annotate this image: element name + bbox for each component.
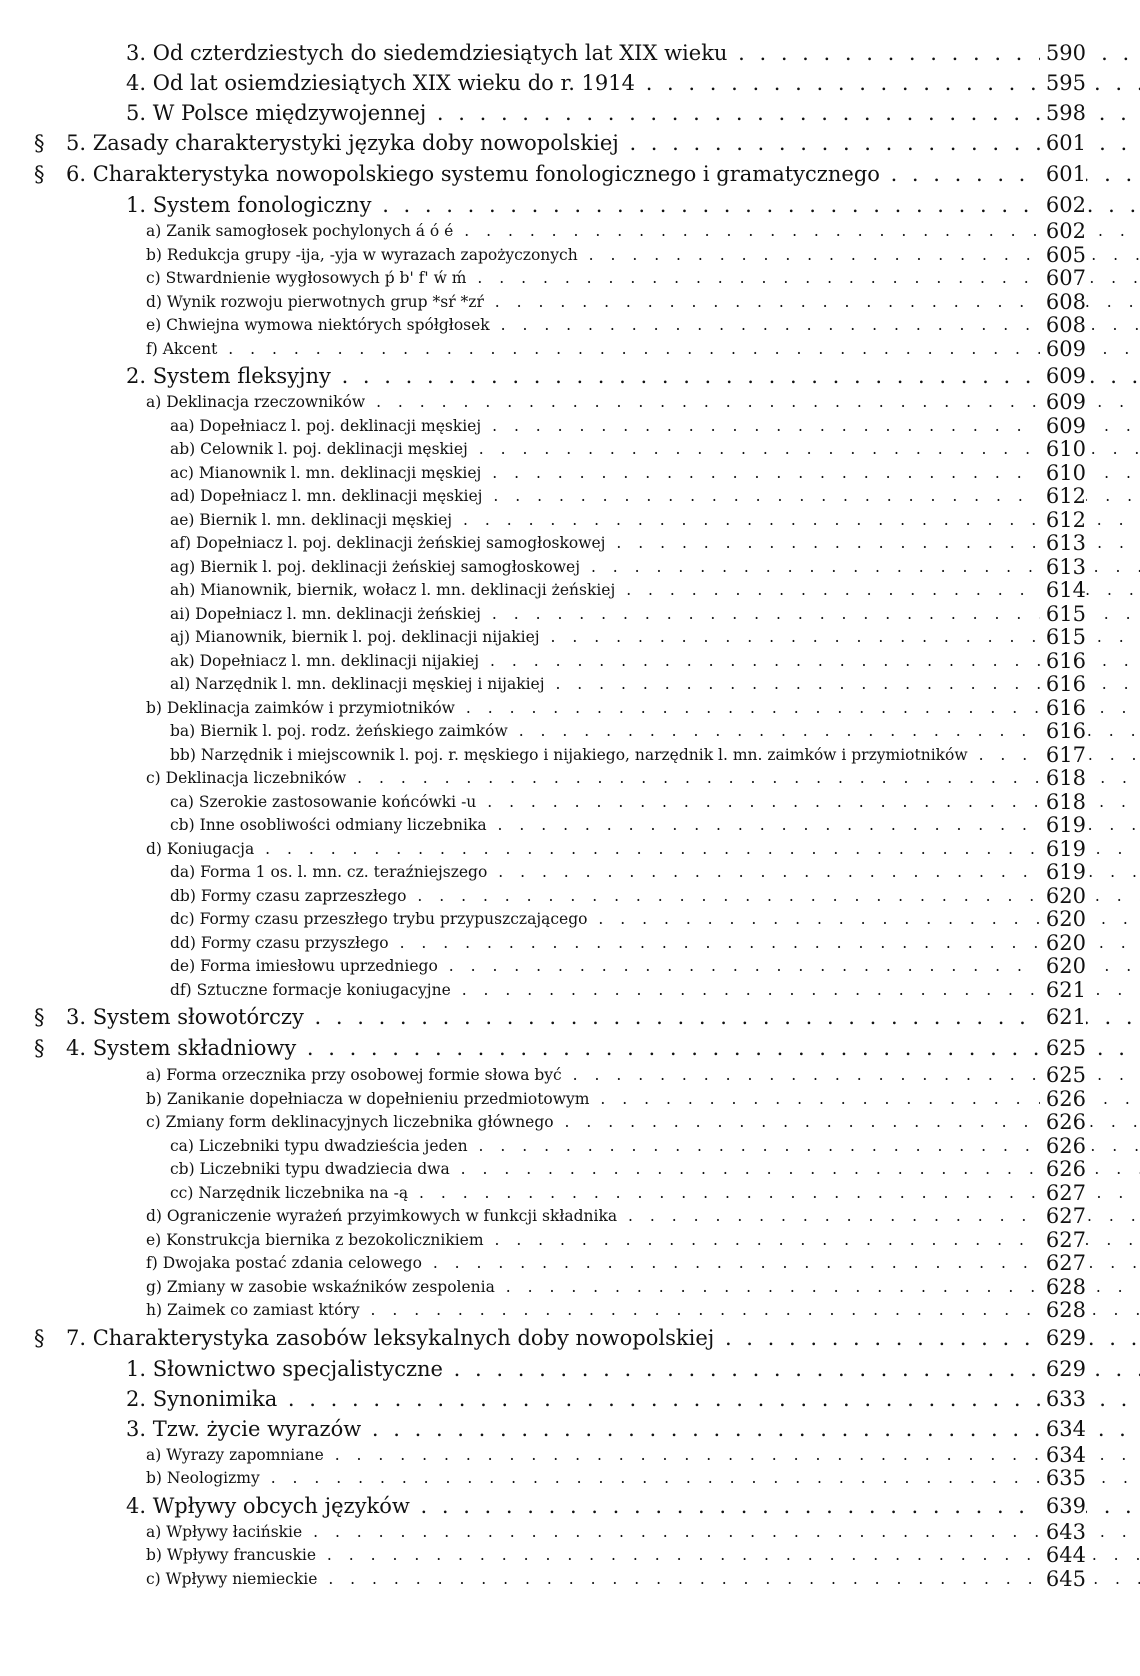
toc-entry <box>0 438 1140 462</box>
toc-entry-page: 605 <box>1040 244 1086 268</box>
toc-entry-page: 608 <box>1040 314 1086 338</box>
toc-entry-title: a) Wpływy łacińskie . . . <box>0 1521 1140 1545</box>
toc-entry-title: e) Konstrukcja biernika z bezokolicznikiem . . . <box>0 1229 1140 1253</box>
toc-entry-page: 625 <box>1040 1033 1086 1064</box>
toc-entry-title: 5. W Polsce międzywojennej . . . <box>0 98 1140 128</box>
toc-entry-page: 619 <box>1040 814 1086 838</box>
toc-entry-title: aj) Mianownik, biernik l. poj. deklinacji nijakiej . . . <box>0 626 1140 650</box>
toc-entry-title: 6. Charakterystyka nowopolskiego systemu fonologicznego i gramatycznego . . . <box>0 159 1140 190</box>
toc-entry <box>0 128 1140 159</box>
toc-entry-page: 616 <box>1040 720 1086 744</box>
toc-entry-title: b) Zanikanie dopełniacza w dopełnieniu przedmiotowym . . . <box>0 1088 1140 1112</box>
toc-entry-page: 609 <box>1040 415 1086 439</box>
toc-entry-title: ah) Mianownik, biernik, wołacz l. mn. deklinacji żeńskiej . . . <box>0 579 1140 603</box>
toc-entry-title: ca) Szerokie zastosowanie końcówki -u . . . <box>0 791 1140 815</box>
toc-entry-page: 617 <box>1040 744 1086 768</box>
toc-entry-title: 2. System fleksyjny . . . <box>0 361 1140 391</box>
toc-entry <box>0 244 1140 268</box>
toc-entry-title: af) Dopełniacz l. poj. deklinacji żeńskiej samogłoskowej . . . <box>0 532 1140 556</box>
toc-entry-page: 620 <box>1040 885 1086 909</box>
toc-entry-page: 598 <box>1040 98 1086 128</box>
toc-entry-title: c) Stwardnienie wygłosowych ṕ b' f' ẃ ḿ . . . <box>0 267 1140 291</box>
toc-entry-page: 626 <box>1040 1111 1086 1135</box>
toc-entry-title: c) Zmiany form deklinacyjnych liczebnika głównego . . . <box>0 1111 1140 1135</box>
toc-entry-page: 633 <box>1040 1384 1086 1414</box>
toc-entry-title: al) Narzędnik l. mn. deklinacji męskiej i nijakiej . . . <box>0 673 1140 697</box>
toc-entry <box>0 1276 1140 1300</box>
toc-entry <box>0 1158 1140 1182</box>
toc-entry <box>0 673 1140 697</box>
toc-entry-page: 620 <box>1040 908 1086 932</box>
toc-entry <box>0 509 1140 533</box>
toc-entry-title: cb) Liczebniki typu dwadziecia dwa . . . <box>0 1158 1140 1182</box>
toc-entry-page: 626 <box>1040 1088 1086 1112</box>
toc-entry <box>0 391 1140 415</box>
toc-entry <box>0 908 1140 932</box>
toc-entry <box>0 1182 1140 1206</box>
toc-entry <box>0 1135 1140 1159</box>
toc-entry-page: 629 <box>1040 1323 1086 1354</box>
toc-entry-title: b) Redukcja grupy -ija, -yja w wyrazach zapożyczonych . . . <box>0 244 1140 268</box>
toc-entry-page: 644 <box>1040 1544 1086 1568</box>
toc-entry-page: 619 <box>1040 861 1086 885</box>
toc-entry-page: 616 <box>1040 673 1086 697</box>
toc-entry-title: f) Dwojaka postać zdania celowego . . . <box>0 1252 1140 1276</box>
toc-entry-title: 2. Synonimika . . . <box>0 1384 1140 1414</box>
toc-entry-title: cb) Inne osobliwości odmiany liczebnika . . . <box>0 814 1140 838</box>
toc-entry-page: 618 <box>1040 791 1086 815</box>
toc-entry <box>0 1064 1140 1088</box>
toc-entry <box>0 626 1140 650</box>
toc-entry-page: 635 <box>1040 1467 1086 1491</box>
toc-entry-page: 602 <box>1040 220 1086 244</box>
toc-entry-page: 625 <box>1040 1064 1086 1088</box>
toc-entry-page: 616 <box>1040 697 1086 721</box>
toc-entry-title: 3. Od czterdziestych do siedemdziesiątych lat XIX wieku . . . <box>0 38 1140 68</box>
toc-entry-title: 7. Charakterystyka zasobów leksykalnych doby nowopolskiej . . . <box>0 1323 1140 1354</box>
toc-entry-title: c) Deklinacja liczebników . . . <box>0 767 1140 791</box>
toc-entry <box>0 932 1140 956</box>
toc-entry-title: a) Deklinacja rzeczowników . . . <box>0 391 1140 415</box>
toc-entry-page: 634 <box>1040 1444 1086 1468</box>
toc-entry <box>0 291 1140 315</box>
toc-entry-page: 609 <box>1040 391 1086 415</box>
toc-entry <box>0 1354 1140 1384</box>
toc-entry <box>0 1299 1140 1323</box>
toc-entry-page: 626 <box>1040 1135 1086 1159</box>
toc-entry <box>0 485 1140 509</box>
toc-entry-page: 620 <box>1040 932 1086 956</box>
section-sign: § <box>34 162 45 186</box>
toc-entry <box>0 579 1140 603</box>
toc-entry-page: 609 <box>1040 338 1086 362</box>
toc-entry-page: 634 <box>1040 1414 1086 1444</box>
toc-entry-title: 1. System fonologiczny . . . <box>0 190 1140 220</box>
toc-entry-page: 613 <box>1040 556 1086 580</box>
toc-entry <box>0 314 1140 338</box>
toc-entry <box>0 744 1140 768</box>
toc-entry-title: dc) Formy czasu przeszłego trybu przypuszczającego . . . <box>0 908 1140 932</box>
toc-entry-page: 639 <box>1040 1491 1086 1521</box>
toc-entry-title: de) Forma imiesłowu uprzedniego . . . <box>0 955 1140 979</box>
toc-entry-title: bb) Narzędnik i miejscownik l. poj. r. męskiego i nijakiego, narzędnik l. mn. zaimków i przymiotników . . . <box>0 744 1140 768</box>
toc-entry <box>0 814 1140 838</box>
toc-entry-title: db) Formy czasu zaprzeszłego . . . <box>0 885 1140 909</box>
toc-entry-title: aa) Dopełniacz l. poj. deklinacji męskiej . . . <box>0 415 1140 439</box>
toc-entry-page: 619 <box>1040 838 1086 862</box>
toc-entry-title: e) Chwiejna wymowa niektórych spółgłosek . . . <box>0 314 1140 338</box>
toc-entry <box>0 1002 1140 1033</box>
toc-entry <box>0 1111 1140 1135</box>
toc-entry <box>0 650 1140 674</box>
toc-entry-title: ad) Dopełniacz l. mn. deklinacji męskiej . . . <box>0 485 1140 509</box>
toc-entry-page: 643 <box>1040 1521 1086 1545</box>
toc-entry-title: cc) Narzędnik liczebnika na -ą . . . <box>0 1182 1140 1206</box>
toc-entry-title: b) Neologizmy . . . <box>0 1467 1140 1491</box>
toc-entry <box>0 361 1140 391</box>
toc-entry-page: 615 <box>1040 603 1086 627</box>
toc-entry-title: c) Wpływy niemieckie . . . <box>0 1568 1140 1592</box>
toc-entry <box>0 1414 1140 1444</box>
toc-entry-title: ba) Biernik l. poj. rodz. żeńskiego zaimków . . . <box>0 720 1140 744</box>
toc-entry-title: d) Koniugacja . . . <box>0 838 1140 862</box>
toc-entry-title: ae) Biernik l. mn. deklinacji męskiej . . . <box>0 509 1140 533</box>
toc-entry <box>0 68 1140 98</box>
toc-entry-title: 4. Od lat osiemdziesiątych XIX wieku do r. 1914 . . . <box>0 68 1140 98</box>
toc-entry <box>0 38 1140 68</box>
toc-entry-page: 612 <box>1040 485 1086 509</box>
toc-entry-page: 616 <box>1040 650 1086 674</box>
toc-entry-page: 595 <box>1040 68 1086 98</box>
toc-entry-title: f) Akcent . . . <box>0 338 1140 362</box>
toc-entry-page: 645 <box>1040 1568 1086 1592</box>
toc-entry-title: 4. Wpływy obcych języków . . . <box>0 1491 1140 1521</box>
toc-entry <box>0 1323 1140 1354</box>
toc-entry-title: a) Forma orzecznika przy osobowej formie słowa być . . . <box>0 1064 1140 1088</box>
toc-entry <box>0 838 1140 862</box>
toc-entry <box>0 1384 1140 1414</box>
toc-entry <box>0 267 1140 291</box>
toc-entry-page: 602 <box>1040 190 1086 220</box>
toc-entry-page: 626 <box>1040 1158 1086 1182</box>
toc-entry-page: 615 <box>1040 626 1086 650</box>
toc-entry-title: g) Zmiany w zasobie wskaźników zespolenia . . . <box>0 1276 1140 1300</box>
toc-entry <box>0 338 1140 362</box>
toc-entry-page: 601 <box>1040 128 1086 159</box>
toc-entry-title: 3. System słowotórczy . . . <box>0 1002 1140 1033</box>
toc-entry-title: ag) Biernik l. poj. deklinacji żeńskiej samogłoskowej . . . <box>0 556 1140 580</box>
toc-entry <box>0 415 1140 439</box>
toc-entry-title: h) Zaimek co zamiast który . . . <box>0 1299 1140 1323</box>
toc-entry <box>0 1444 1140 1468</box>
section-sign: § <box>34 1325 45 1350</box>
table-of-contents <box>0 38 1140 1591</box>
toc-entry <box>0 979 1140 1003</box>
section-sign: § <box>34 1005 45 1029</box>
toc-entry <box>0 556 1140 580</box>
toc-entry-title: dd) Formy czasu przyszłego . . . <box>0 932 1140 956</box>
toc-entry-title: da) Forma 1 os. l. mn. cz. teraźniejszego . . . <box>0 861 1140 885</box>
toc-entry <box>0 861 1140 885</box>
toc-entry-title: ca) Liczebniki typu dwadzieścia jeden . . . <box>0 1135 1140 1159</box>
toc-entry-page: 628 <box>1040 1276 1086 1300</box>
toc-entry-page: 620 <box>1040 955 1086 979</box>
toc-entry <box>0 220 1140 244</box>
toc-entry-page: 610 <box>1040 438 1086 462</box>
toc-entry <box>0 1544 1140 1568</box>
toc-entry <box>0 1568 1140 1592</box>
toc-entry-page: 612 <box>1040 509 1086 533</box>
section-sign: § <box>34 131 45 155</box>
toc-entry-title: d) Ograniczenie wyrażeń przyimkowych w funkcji składnika . . . <box>0 1205 1140 1229</box>
toc-entry-page: 607 <box>1040 267 1086 291</box>
toc-entry-title: 3. Tzw. życie wyrazów . . . <box>0 1414 1140 1444</box>
toc-entry <box>0 532 1140 556</box>
toc-entry-page: 627 <box>1040 1205 1086 1229</box>
toc-entry <box>0 1033 1140 1064</box>
toc-entry-page: 590 <box>1040 38 1086 68</box>
toc-entry <box>0 791 1140 815</box>
toc-entry-title: ai) Dopełniacz l. mn. deklinacji żeńskiej . . . <box>0 603 1140 627</box>
toc-entry-title: df) Sztuczne formacje koniugacyjne . . . <box>0 979 1140 1003</box>
toc-entry-page: 614 <box>1040 579 1086 603</box>
toc-entry-title: d) Wynik rozwoju pierwotnych grup *sŕ *zŕ . . . <box>0 291 1140 315</box>
toc-entry-title: 1. Słownictwo specjalistyczne . . . <box>0 1354 1140 1384</box>
toc-entry-page: 627 <box>1040 1182 1086 1206</box>
section-sign: § <box>34 1036 45 1060</box>
toc-entry-page: 628 <box>1040 1299 1086 1323</box>
toc-entry-title: ac) Mianownik l. mn. deklinacji męskiej . . . <box>0 462 1140 486</box>
toc-entry-page: 608 <box>1040 291 1086 315</box>
toc-entry-page: 601 <box>1040 159 1086 190</box>
toc-entry-title: 5. Zasady charakterystyki języka doby nowopolskiej . . . <box>0 128 1140 159</box>
toc-entry-title: a) Wyrazy zapomniane . . . <box>0 1444 1140 1468</box>
toc-entry-title: b) Deklinacja zaimków i przymiotników . . . <box>0 697 1140 721</box>
toc-entry <box>0 462 1140 486</box>
toc-entry <box>0 1521 1140 1545</box>
toc-entry <box>0 1088 1140 1112</box>
toc-entry <box>0 603 1140 627</box>
toc-entry-page: 629 <box>1040 1354 1086 1384</box>
toc-entry <box>0 1467 1140 1491</box>
toc-entry <box>0 1205 1140 1229</box>
toc-entry-page: 621 <box>1040 979 1086 1003</box>
toc-entry-title: ak) Dopełniacz l. mn. deklinacji nijakiej . . . <box>0 650 1140 674</box>
toc-entry <box>0 1252 1140 1276</box>
toc-entry <box>0 159 1140 190</box>
toc-entry <box>0 720 1140 744</box>
toc-entry-title: 4. System składniowy . . . <box>0 1033 1140 1064</box>
toc-entry-page: 610 <box>1040 462 1086 486</box>
toc-entry <box>0 1491 1140 1521</box>
toc-entry-page: 621 <box>1040 1002 1086 1033</box>
toc-entry <box>0 767 1140 791</box>
toc-entry <box>0 98 1140 128</box>
toc-entry-page: 613 <box>1040 532 1086 556</box>
toc-entry-title: a) Zanik samogłosek pochylonych á ó é . . . <box>0 220 1140 244</box>
toc-entry <box>0 885 1140 909</box>
toc-entry-title: ab) Celownik l. poj. deklinacji męskiej . . . <box>0 438 1140 462</box>
toc-entry-page: 618 <box>1040 767 1086 791</box>
toc-entry-page: 627 <box>1040 1229 1086 1253</box>
toc-entry <box>0 955 1140 979</box>
toc-entry-page: 627 <box>1040 1252 1086 1276</box>
toc-entry <box>0 697 1140 721</box>
toc-entry-page: 609 <box>1040 361 1086 391</box>
toc-entry <box>0 190 1140 220</box>
toc-entry-title: b) Wpływy francuskie . . . <box>0 1544 1140 1568</box>
toc-entry <box>0 1229 1140 1253</box>
